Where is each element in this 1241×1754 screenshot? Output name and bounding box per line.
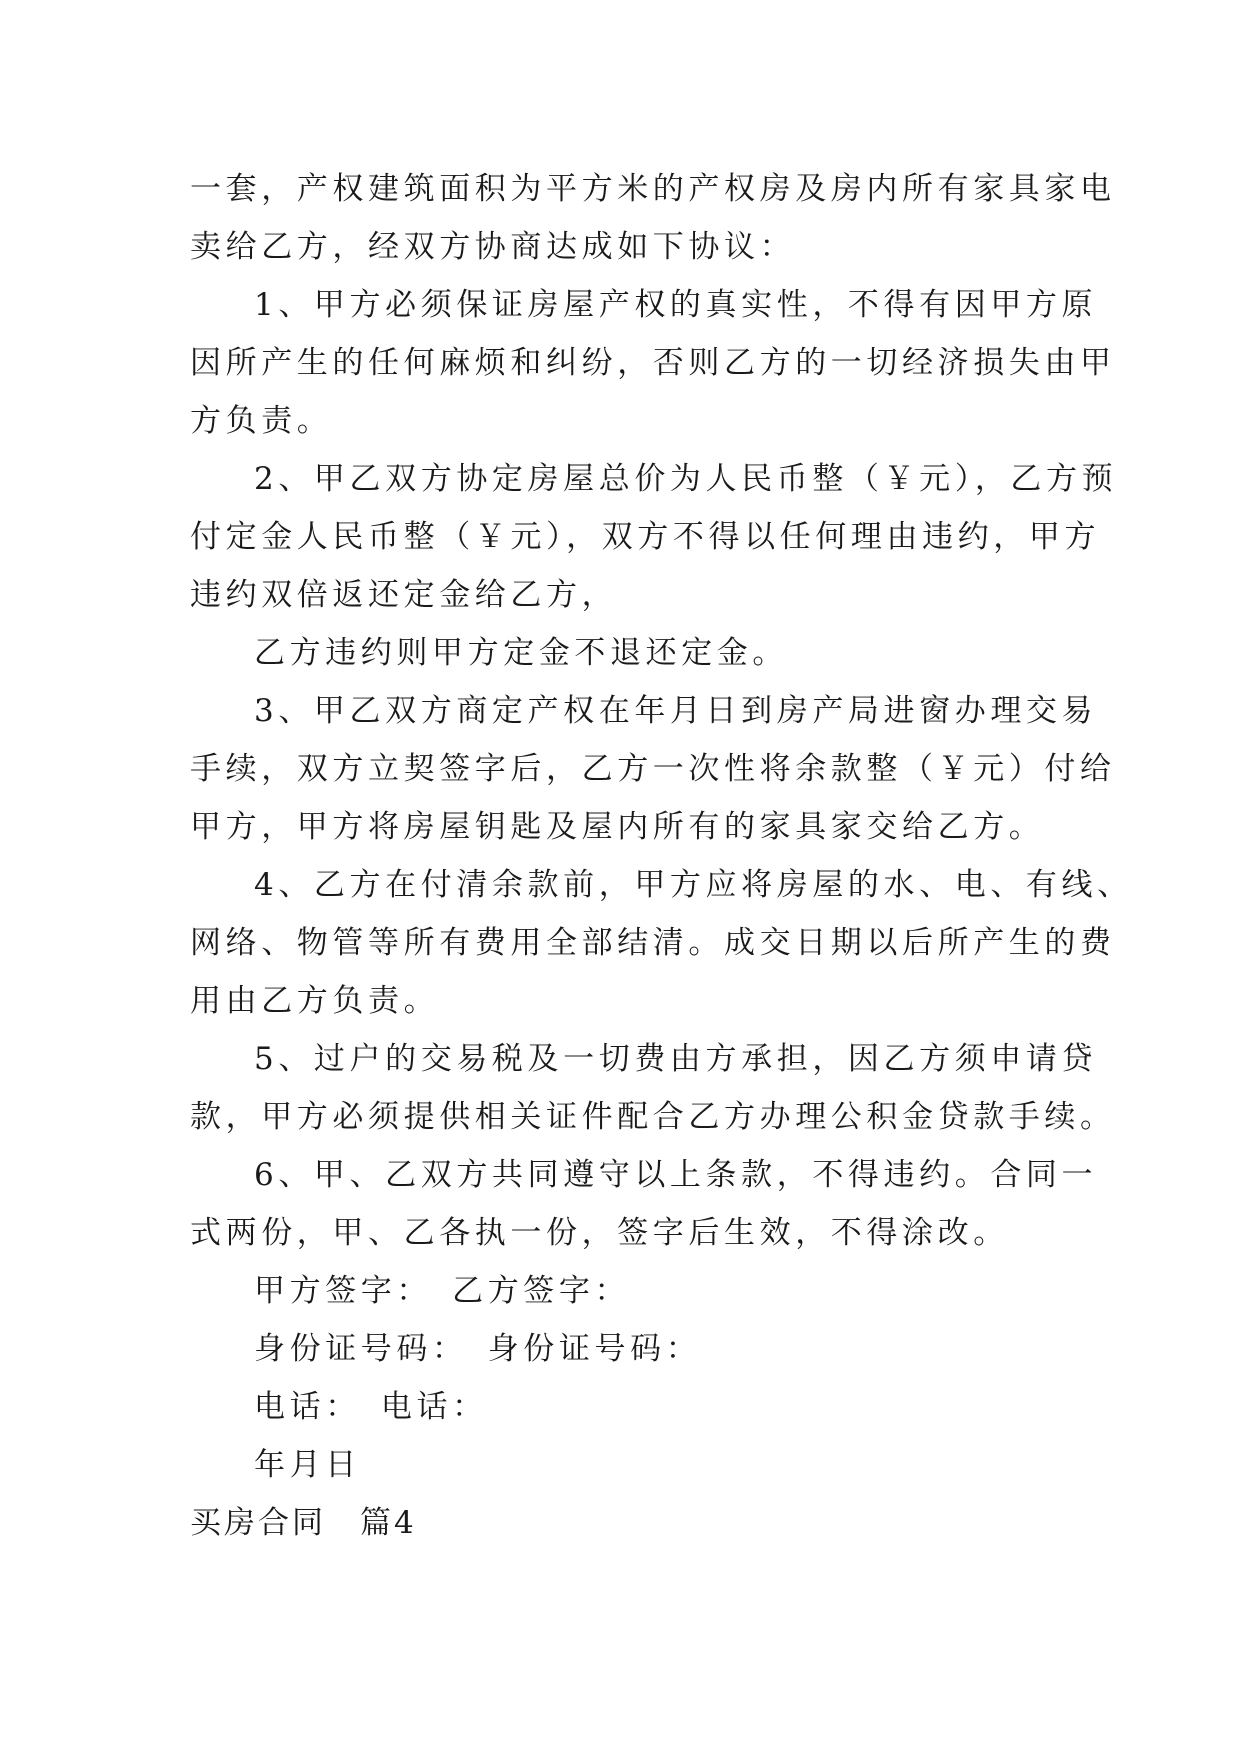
clause-2: 2、甲乙双方协定房屋总价为人民币整（￥元），乙方预 <box>254 461 1118 497</box>
clause-6: 6、甲、乙双方共同遵守以上条款，不得违约。合同一 <box>254 1157 1098 1193</box>
clause-1: 1、甲方必须保证房屋产权的真实性，不得有因甲方原 <box>254 287 1098 323</box>
clause-3: 3、甲乙双方商定产权在年月日到房产局进窗办理交易 <box>254 693 1098 729</box>
text-line: 一套，产权建筑面积为平方米的产权房及房内所有家具家电 <box>190 171 1116 207</box>
text-line: 甲方，甲方将房屋钥匙及屋内所有的家具家交给乙方。 <box>190 809 1045 845</box>
text-line: 方负责。 <box>190 403 333 439</box>
text-line: 款，甲方必须提供相关证件配合乙方办理公积金贷款手续。 <box>190 1099 1116 1135</box>
text-line: 网络、物管等所有费用全部结清。成交日期以后所产生的费 <box>190 925 1116 961</box>
text-line: 式两份，甲、乙各执一份，签字后生效，不得涂改。 <box>190 1215 1009 1251</box>
signature-line: 甲方签字： 乙方签字： <box>254 1273 631 1309</box>
text-line: 手续，双方立契签字后，乙方一次性将余款整（￥元）付给 <box>190 751 1116 787</box>
text-line: 因所产生的任何麻烦和纠纷，否则乙方的一切经济损失由甲 <box>190 345 1116 381</box>
text-line: 卖给乙方，经双方协商达成如下协议： <box>190 229 796 265</box>
id-number-line: 身份证号码： 身份证号码： <box>254 1331 702 1367</box>
clause-4: 4、乙方在付清余款前，甲方应将房屋的水、电、有线、 <box>254 867 1133 903</box>
text-line: 用由乙方负责。 <box>190 983 440 1019</box>
text-line: 付定金人民币整（￥元），双方不得以任何理由违约，甲方 <box>190 519 1101 555</box>
text-line: 乙方违约则甲方定金不退还定金。 <box>254 635 788 671</box>
document-page <box>190 160 1133 1552</box>
section-heading: 买房合同 篇4 <box>190 1505 417 1541</box>
clause-5: 5、过户的交易税及一切费由方承担，因乙方须申请贷 <box>254 1041 1098 1077</box>
date-line: 年月日 <box>254 1447 361 1483</box>
text-line: 违约双倍返还定金给乙方， <box>190 577 618 613</box>
phone-line: 电话： 电话： <box>254 1389 488 1425</box>
